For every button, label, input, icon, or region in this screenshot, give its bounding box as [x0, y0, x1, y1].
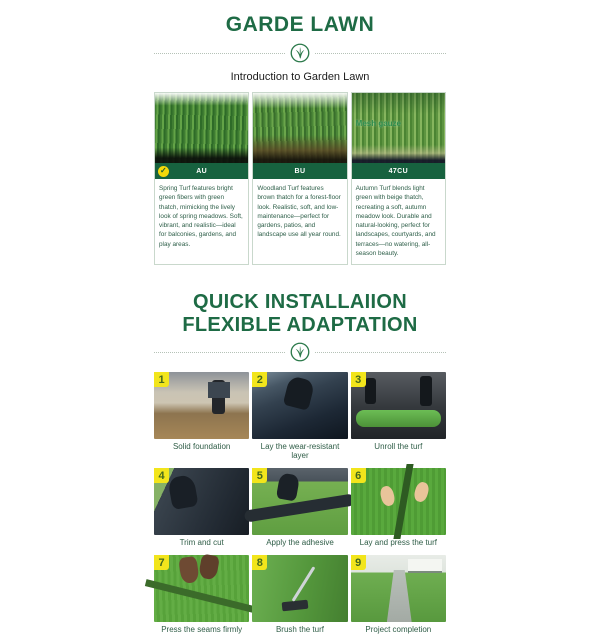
step-caption: Lay the wear-resistant layer	[260, 442, 340, 461]
grass-icon	[290, 342, 310, 362]
step-6	[351, 468, 446, 555]
step-2	[252, 372, 347, 468]
step-1	[154, 372, 249, 468]
variant-label: BU	[294, 167, 306, 175]
variant-tab-47cu[interactable]	[352, 163, 445, 179]
step-caption: Apply the adhesive	[266, 538, 334, 548]
check-icon: ✓	[159, 166, 168, 175]
product-description: Spring Turf features bright green fibers with green thatch, mimicking the lively look of spring meadows. Soft, vibrant, and realistic—ideal for balconies, gardens, and play areas.	[159, 185, 243, 248]
product-image-47cu	[352, 93, 445, 163]
step-6-photo	[351, 468, 446, 535]
installation-steps-grid	[154, 372, 446, 642]
step-caption: Trim and cut	[179, 538, 224, 548]
section-subtitle: Introduction to Garden Lawn	[230, 71, 370, 83]
intro-section	[154, 13, 446, 265]
step-number-badge: 3	[351, 372, 366, 387]
product-image-bu	[253, 93, 346, 163]
grass-icon	[290, 43, 310, 63]
step-3-photo	[351, 372, 446, 439]
variant-label: 47CU	[388, 167, 409, 175]
section-divider	[154, 43, 446, 63]
product-cards	[154, 92, 446, 265]
step-8	[252, 555, 347, 642]
product-description-page	[154, 0, 446, 642]
step-number-badge: 6	[351, 468, 366, 483]
step-number-badge: 4	[154, 468, 169, 483]
step-caption: Brush the turf	[275, 625, 324, 635]
section-divider	[154, 342, 446, 362]
step-number-badge: 1	[154, 372, 169, 387]
step-5-photo	[252, 468, 347, 535]
product-card-47cu	[351, 92, 446, 265]
step-4	[154, 468, 249, 555]
step-2-photo	[252, 372, 347, 439]
step-caption: Press the seams firmly	[161, 625, 243, 635]
image-overlay-label: Mesh gauze	[355, 119, 401, 128]
section-title: GARDE LAWN	[225, 13, 375, 36]
install-title-line2: FLEXIBLE ADAPTATION	[182, 313, 418, 336]
variant-tab-bu[interactable]	[253, 163, 346, 179]
product-description: Woodland Turf features brown thatch for a forest-floor look. Realistic, soft, and low-maintenance—perfect for gardens, patios, and landscape use all year round.	[257, 185, 341, 239]
step-7-photo	[154, 555, 249, 622]
variant-tab-au[interactable]	[155, 163, 248, 179]
step-caption: Lay and press the turf	[359, 538, 438, 548]
step-number-badge: 9	[351, 555, 366, 570]
step-number-badge: 5	[252, 468, 267, 483]
step-number-badge: 8	[252, 555, 267, 570]
step-number-badge: 2	[252, 372, 267, 387]
variant-label: AU	[196, 167, 208, 175]
step-7	[154, 555, 249, 642]
step-5	[252, 468, 347, 555]
installation-section	[154, 291, 446, 642]
product-description: Autumn Turf blends light green with beige thatch, recreating a soft, autumn meadow look. Durable and natural-looking, perfect for landscapes, courtyards, and terraces—no watering, all-season beauty.	[355, 185, 436, 257]
step-3	[351, 372, 446, 468]
step-caption: Solid foundation	[172, 442, 231, 452]
step-9-photo	[351, 555, 446, 622]
step-8-photo	[252, 555, 347, 622]
install-title-line1: QUICK INSTALLAIION	[193, 291, 407, 314]
step-caption: Project completion	[365, 625, 432, 635]
step-number-badge: 7	[154, 555, 169, 570]
product-image-au	[155, 93, 248, 163]
product-card-bu	[252, 92, 347, 265]
step-1-photo	[154, 372, 249, 439]
step-caption: Unroll the turf	[374, 442, 423, 452]
product-card-au	[154, 92, 249, 265]
step-4-photo	[154, 468, 249, 535]
step-9	[351, 555, 446, 642]
